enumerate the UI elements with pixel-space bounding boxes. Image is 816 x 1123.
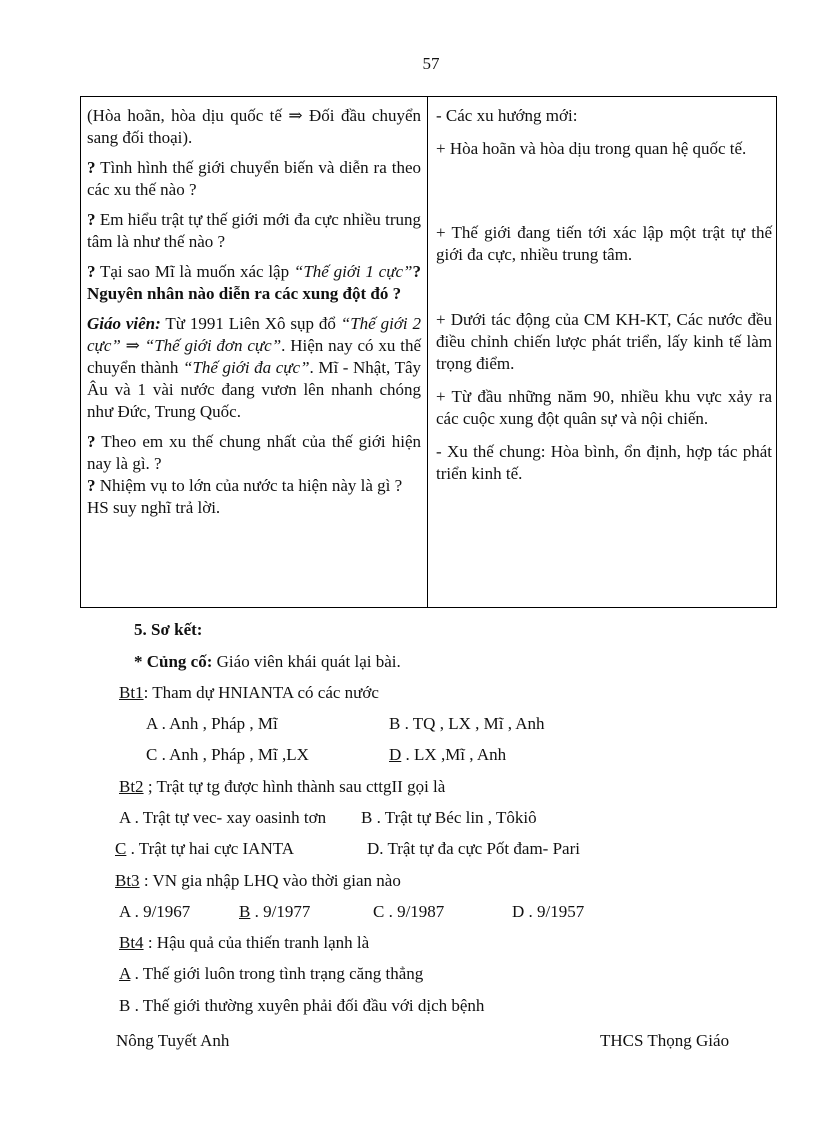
option-text: . 9/1977 [250,902,311,921]
footer-author: Nông Tuyết Anh [116,1031,230,1050]
exercise-4-option-b: B . Thế giới thường xuyên phải đối đầu với dịch bệnh [119,996,485,1015]
question-mark: ? [87,432,96,451]
lesson-table [80,96,777,608]
question-mark: ? [87,210,96,229]
exercise-1-option-d [389,745,506,765]
question-5 [87,475,421,497]
teacher-student-activities [87,105,421,519]
question-2 [87,209,421,253]
content-item-5: + Từ đầu những năm 90, nhiều khu vực xảy ra các cuộc xung đột quân sự và nội chiến. [436,387,772,428]
exercise-3-option-c: C . 9/1987 [373,902,445,921]
answer-letter: D [389,745,402,764]
exercise-4-option-a [119,964,423,984]
page-number: 57 [422,54,440,73]
review-text: Giáo viên khái quát lại bài. [212,652,401,671]
exercise-2-option-d: D. Trật tự đa cực Pốt đam- Pari [367,839,580,858]
answer-letter: C [115,839,127,858]
question-4-text: Theo em xu thế chung nhất của thế giới hiện nay là gì. ? [87,432,421,473]
content-item-6: - Xu thế chung: Hòa bình, ổn định, hợp tác phát triển kinh tế. [436,442,772,483]
exercise-2-question [119,777,445,797]
exercise-2-option-a: A . Trật tự vec- xay oasinh tơn [119,808,327,827]
content-item-3: + Thế giới đang tiến tới xác lập một trật tự thế giới đa cực, nhiều trung tâm. [436,223,772,264]
teacher-italic-2: “Thế giới đơn cực” [144,336,282,355]
exercise-1-option-b: B . TQ , LX , Mĩ , Anh [389,714,545,733]
exercise-3-option-a: A . 9/1967 [119,902,191,921]
teacher-text-3: . Mĩ - Nhật, Tây Âu và 1 vài nước đang vươn lên nhanh chóng như Đức, Trung Quốc. [87,358,421,421]
exercise-1-question [119,683,379,703]
teacher-text-2: . Hiện nay có xu thế chuyển thành [87,336,422,377]
question-4 [87,431,421,475]
answer-letter: B [239,902,251,921]
question-3 [87,261,421,305]
intro-note: (Hòa hoãn, hòa dịu quốc tế ⇒ Đối đầu chuyển sang đối thoại). [87,106,421,147]
exercise-4-label: Bt4 [119,933,144,952]
teacher-label: Giáo viên: [87,314,161,333]
exercise-3-question [115,871,401,891]
teacher-italic-3: “Thế giới đa cực” [183,358,310,377]
review-label: * Củng cố: [134,652,213,671]
exercise-2-label: Bt2 [119,777,144,796]
exercise-2-option-b: B . Trật tự Béc lin , Tôkiô [361,808,537,827]
content-item-1: - Các xu hướng mới: [436,106,578,125]
exercise-2-text: ; Trật tự tg được hình thành sau cttgII gọi là [143,777,446,796]
exercise-2-option-c [115,839,294,859]
exercise-1-label: Bt1 [119,683,144,702]
exercise-3-option-b [239,902,310,922]
footer-school: THCS Thọng Giáo [600,1031,730,1050]
exercise-1-option-a: A . Anh , Pháp , Mĩ [146,714,278,733]
question-mark: ? [87,476,96,495]
column-divider [427,97,428,607]
question-2-text: Em hiểu trật tự thế giới mới đa cực nhiều trung tâm là như thế nào ? [87,210,422,251]
exercise-3-option-d: D . 9/1957 [512,902,585,921]
teacher-text-1: Từ 1991 Liên Xô sụp đổ [160,314,341,333]
question-1-text: Tình hình thế giới chuyển biến và diễn ra theo các xu thế nào ? [87,158,421,199]
option-text: . LX ,Mĩ , Anh [401,745,507,764]
teacher-note [87,313,421,423]
teacher-italic-1: “Thế giới 2 cực” [87,314,421,355]
exercise-3-label: Bt3 [115,871,140,890]
question-3-text-a: Tại sao Mĩ là muốn xác lập [99,262,294,281]
summary-heading: 5. Sơ kết: [134,620,203,639]
exercise-1-text: : Tham dự HNIANTA có các nước [143,683,379,702]
question-3-italic: “Thế giới 1 cực” [293,262,413,281]
teacher-arrow: ⇒ [120,336,145,355]
question-mark: ? [87,262,96,281]
exercise-1-option-c: C . Anh , Pháp , Mĩ ,LX [146,745,309,764]
review-line [134,652,401,672]
exercise-3-text: : VN gia nhập LHQ vào thời gian nào [139,871,401,890]
option-text: . Thế giới luôn trong tình trạng căng thẳng [130,964,424,983]
question-mark: ? [87,158,96,177]
answer-letter: A [119,964,131,983]
option-text: . Trật tự hai cực IANTA [126,839,295,858]
content-item-4: + Dưới tác động của CM KH-KT, Các nước đều điều chỉnh chiến lược phát triển, lấy kinh tế làm trọng điểm. [436,310,772,373]
question-5-text: Nhiệm vụ to lớn của nước ta hiện này là gì ? [99,476,403,495]
question-1 [87,157,421,201]
exercise-4-question [119,933,369,953]
content-item-2: + Hòa hoãn và hòa dịu trong quan hệ quốc tế. [436,139,747,158]
closing-note: HS suy nghĩ trả lời. [87,498,221,517]
exercise-4-text: : Hậu quả của thiến tranh lạnh là [143,933,370,952]
question-3-text-b: ? Nguyên nhân nào diễn ra các xung đột đó ? [87,262,421,303]
